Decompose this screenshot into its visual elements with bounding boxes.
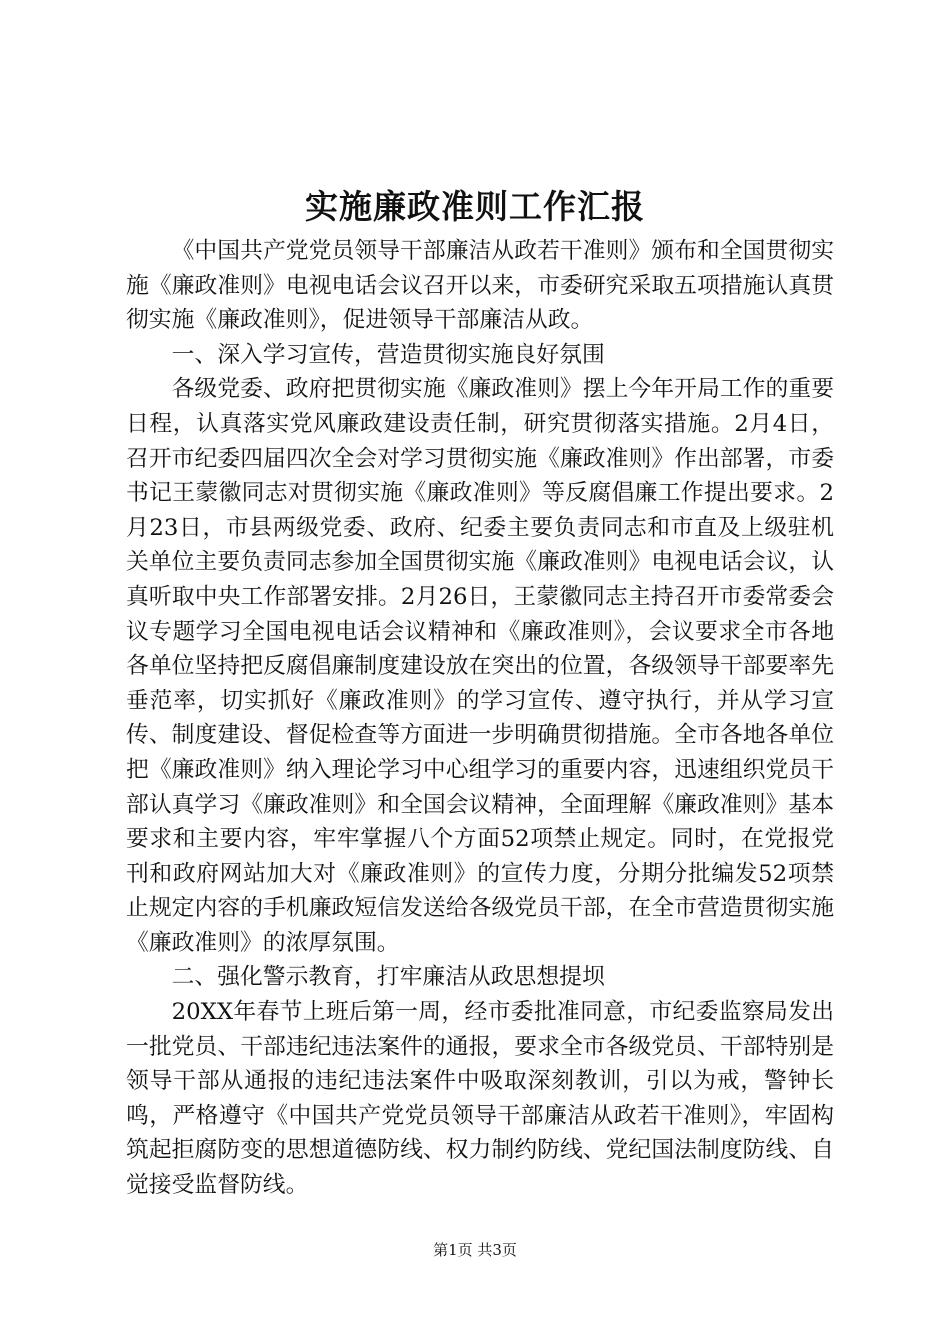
page-total: 共3页 bbox=[477, 1241, 517, 1259]
paragraph-section-1: 各级党委、政府把贯彻实施《廉政准则》摆上今年开局工作的重要日程，认真落实党风廉政建设责任制，研究贯彻落实措施。2月4日，召开市纪委四届四次全会对学习贯彻实施《廉政准则》作出部署，市委书记王蒙徽同志对贯彻实施《廉政准则》等反腐倡廉工作提出要求。2月23日，市县两级党委、政府、纪委主要负责同志和市直及上级驻机关单位主要负责同志参加全国贯彻实施《廉政准则》电视电话会议，认真听取中央工作部署安排。2月26日，王蒙徽同志主持召开市委常委会议专题学习全国电视电话会议精神和《廉政准则》，会议要求全市各地各单位坚持把反腐倡廉制度建设放在突出的位置，各级领导干部要率先垂范率，切实抓好《廉政准则》的学习宣传、遵守执行，并从学习宣传、制度建设、督促检查等方面进一步明确贯彻措施。全市各地各单位把《廉政准则》纳入理论学习中心组学习的重要内容，迅速组织党员干部认真学习《廉政准则》和全国会议精神，全面理解《廉政准则》基本要求和主要内容，牢牢掌握八个方面52项禁止规定。同时，在党报党刊和政府网站加大对《廉政准则》的宣传力度，分期分批编发52项禁止规定内容的手机廉政短信发送给各级党员干部，在全市营造贯彻实施《廉政准则》的浓厚氛围。 bbox=[126, 376, 834, 956]
page-footer bbox=[0, 1240, 950, 1260]
document-body bbox=[126, 234, 834, 1203]
section-heading-2: 二、强化警示教育，打牢廉洁从政思想提坝 bbox=[171, 964, 605, 991]
document-title: 实施廉政准则工作汇报 bbox=[305, 187, 645, 226]
section-heading-1: 一、深入学习宣传，营造贯彻实施良好氛围 bbox=[171, 341, 605, 368]
paragraph-intro: 《中国共产党党员领导干部廉洁从政若干准则》颁布和全国贯彻实施《廉政准则》电视电话会议召开以来，市委研究采取五项措施认真贯彻实施《廉政准则》，促进领导干部廉洁从政。 bbox=[126, 238, 834, 334]
paragraph-section-2: 20XX年春节上班后第一周，经市委批准同意，市纪委监察局发出一批党员、干部违纪违法案件的通报，要求全市各级党员、干部特别是领导干部从通报的违纪违法案件中吸取深刻教训，引以为戒，警钟长鸣，严格遵守《中国共产党党员领导干部廉洁从政若干准则》，牢固构筑起拒腐防变的思想道德防线、权力制约防线、党纪国法制度防线、自觉接受监督防线。 bbox=[126, 999, 834, 1199]
page-number: 第1页 bbox=[433, 1241, 473, 1259]
